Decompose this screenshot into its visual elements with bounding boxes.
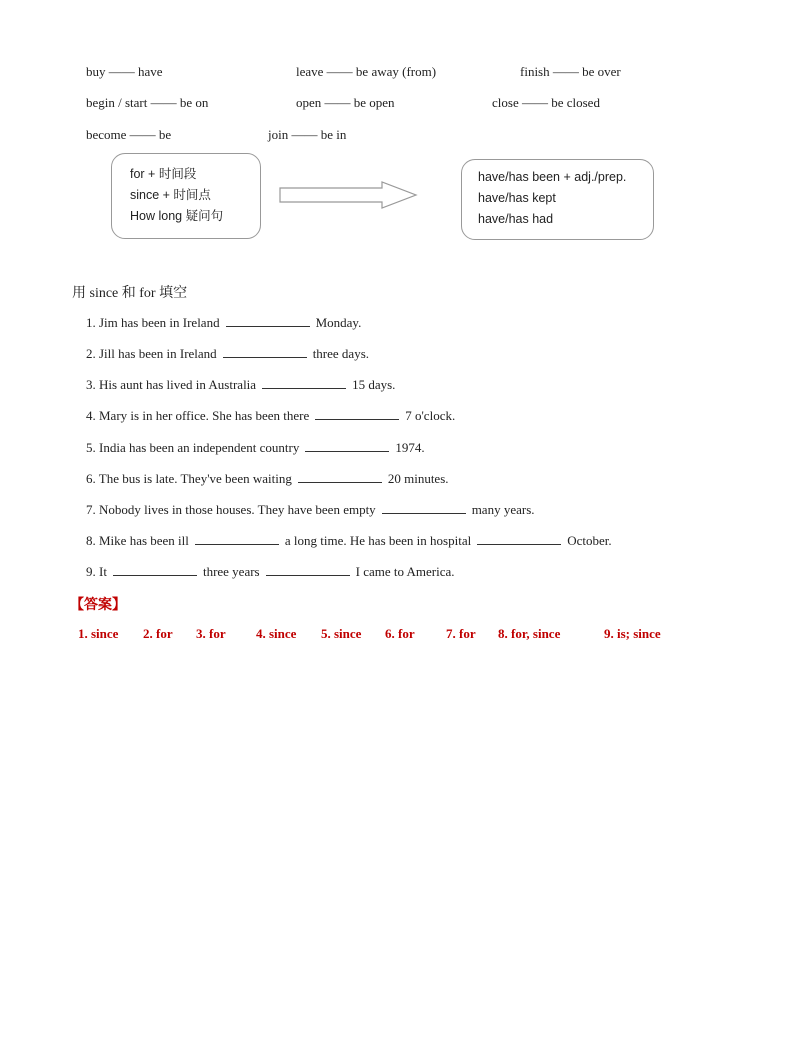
- pair-join-be-in: join —— be in: [268, 127, 347, 142]
- usage-box-right: [461, 159, 654, 240]
- answer-blank[interactable]: [315, 407, 399, 420]
- question-8-text: 8. Mike has been ill: [86, 533, 189, 548]
- answer-blank[interactable]: [298, 470, 382, 483]
- question-2: [86, 345, 369, 362]
- answer-9: 9. is; since: [604, 626, 661, 641]
- question-6-end: 20 minutes.: [387, 471, 449, 486]
- question-6: [86, 470, 449, 487]
- question-6-text: 6. The bus is late. They've been waiting: [86, 471, 292, 486]
- question-4-text: 4. Mary is in her office. She has been there: [86, 408, 310, 423]
- question-7-end: many years.: [471, 502, 535, 517]
- question-7: [86, 501, 535, 518]
- question-8-middle: a long time. He has been in hospital: [284, 533, 472, 548]
- answer-blank[interactable]: [113, 563, 197, 576]
- answer-7: 7. for: [446, 626, 476, 641]
- question-9: [86, 563, 455, 580]
- answer-heading: 【答案】: [70, 598, 126, 613]
- pair-close-be-closed: close —— be closed: [492, 95, 600, 110]
- answer-blank[interactable]: [305, 439, 389, 452]
- exercise-title: 用 since 和 for 填空: [72, 286, 188, 301]
- pair-become-be: become —— be: [86, 127, 172, 142]
- question-3: [86, 376, 395, 393]
- answer-blank[interactable]: [223, 345, 307, 358]
- question-8-end: October.: [567, 533, 612, 548]
- question-9-text: 9. It: [86, 564, 107, 579]
- answer-1: 1. since: [78, 626, 119, 641]
- answer-3: 3. for: [196, 626, 226, 641]
- answer-8: 8. for, since: [498, 626, 561, 641]
- answer-2: 2. for: [143, 626, 173, 641]
- question-7-text: 7. Nobody lives in those houses. They have been empty: [86, 502, 376, 517]
- question-8: [86, 532, 612, 549]
- question-5: [86, 439, 425, 456]
- box-line-how-long: How long 疑问句: [130, 209, 224, 223]
- question-1-end: Monday.: [315, 315, 362, 330]
- pair-leave-be-away: leave —— be away (from): [296, 64, 437, 79]
- question-4: [86, 407, 455, 424]
- answer-blank[interactable]: [262, 376, 346, 389]
- pair-buy-have: buy —— have: [86, 64, 163, 79]
- question-3-text: 3. His aunt has lived in Australia: [86, 377, 257, 392]
- answer-6: 6. for: [385, 626, 415, 641]
- question-4-end: 7 o'clock.: [405, 408, 456, 423]
- question-2-text: 2. Jill has been in Ireland: [86, 346, 217, 361]
- answer-blank[interactable]: [266, 563, 350, 576]
- question-1: [86, 314, 361, 331]
- answer-5: 5. since: [321, 626, 362, 641]
- question-3-end: 15 days.: [352, 377, 396, 392]
- question-5-end: 1974.: [395, 440, 425, 455]
- box-line-have-kept: have/has kept: [478, 191, 556, 205]
- question-9-end: I came to America.: [355, 564, 455, 579]
- question-5-text: 5. India has been an independent country: [86, 440, 300, 455]
- answer-4: 4. since: [256, 626, 297, 641]
- question-1-text: 1. Jim has been in Ireland: [86, 315, 220, 330]
- answer-blank[interactable]: [477, 532, 561, 545]
- answer-blank[interactable]: [382, 501, 466, 514]
- usage-box-left: [111, 153, 261, 239]
- answer-blank[interactable]: [226, 314, 310, 327]
- answer-blank[interactable]: [195, 532, 279, 545]
- right-arrow-icon: [278, 180, 420, 210]
- box-line-for: for + 时间段: [130, 167, 197, 181]
- box-line-have-had: have/has had: [478, 212, 554, 226]
- box-line-since: since + 时间点: [130, 188, 211, 202]
- question-2-end: three days.: [312, 346, 369, 361]
- question-9-middle: three years: [202, 564, 260, 579]
- pair-finish-be-over: finish —— be over: [520, 64, 621, 79]
- box-line-have-been: have/has been + adj./prep.: [478, 170, 627, 184]
- pair-begin-start-be-on: begin / start —— be on: [86, 95, 209, 110]
- pair-open-be-open: open —— be open: [296, 95, 395, 110]
